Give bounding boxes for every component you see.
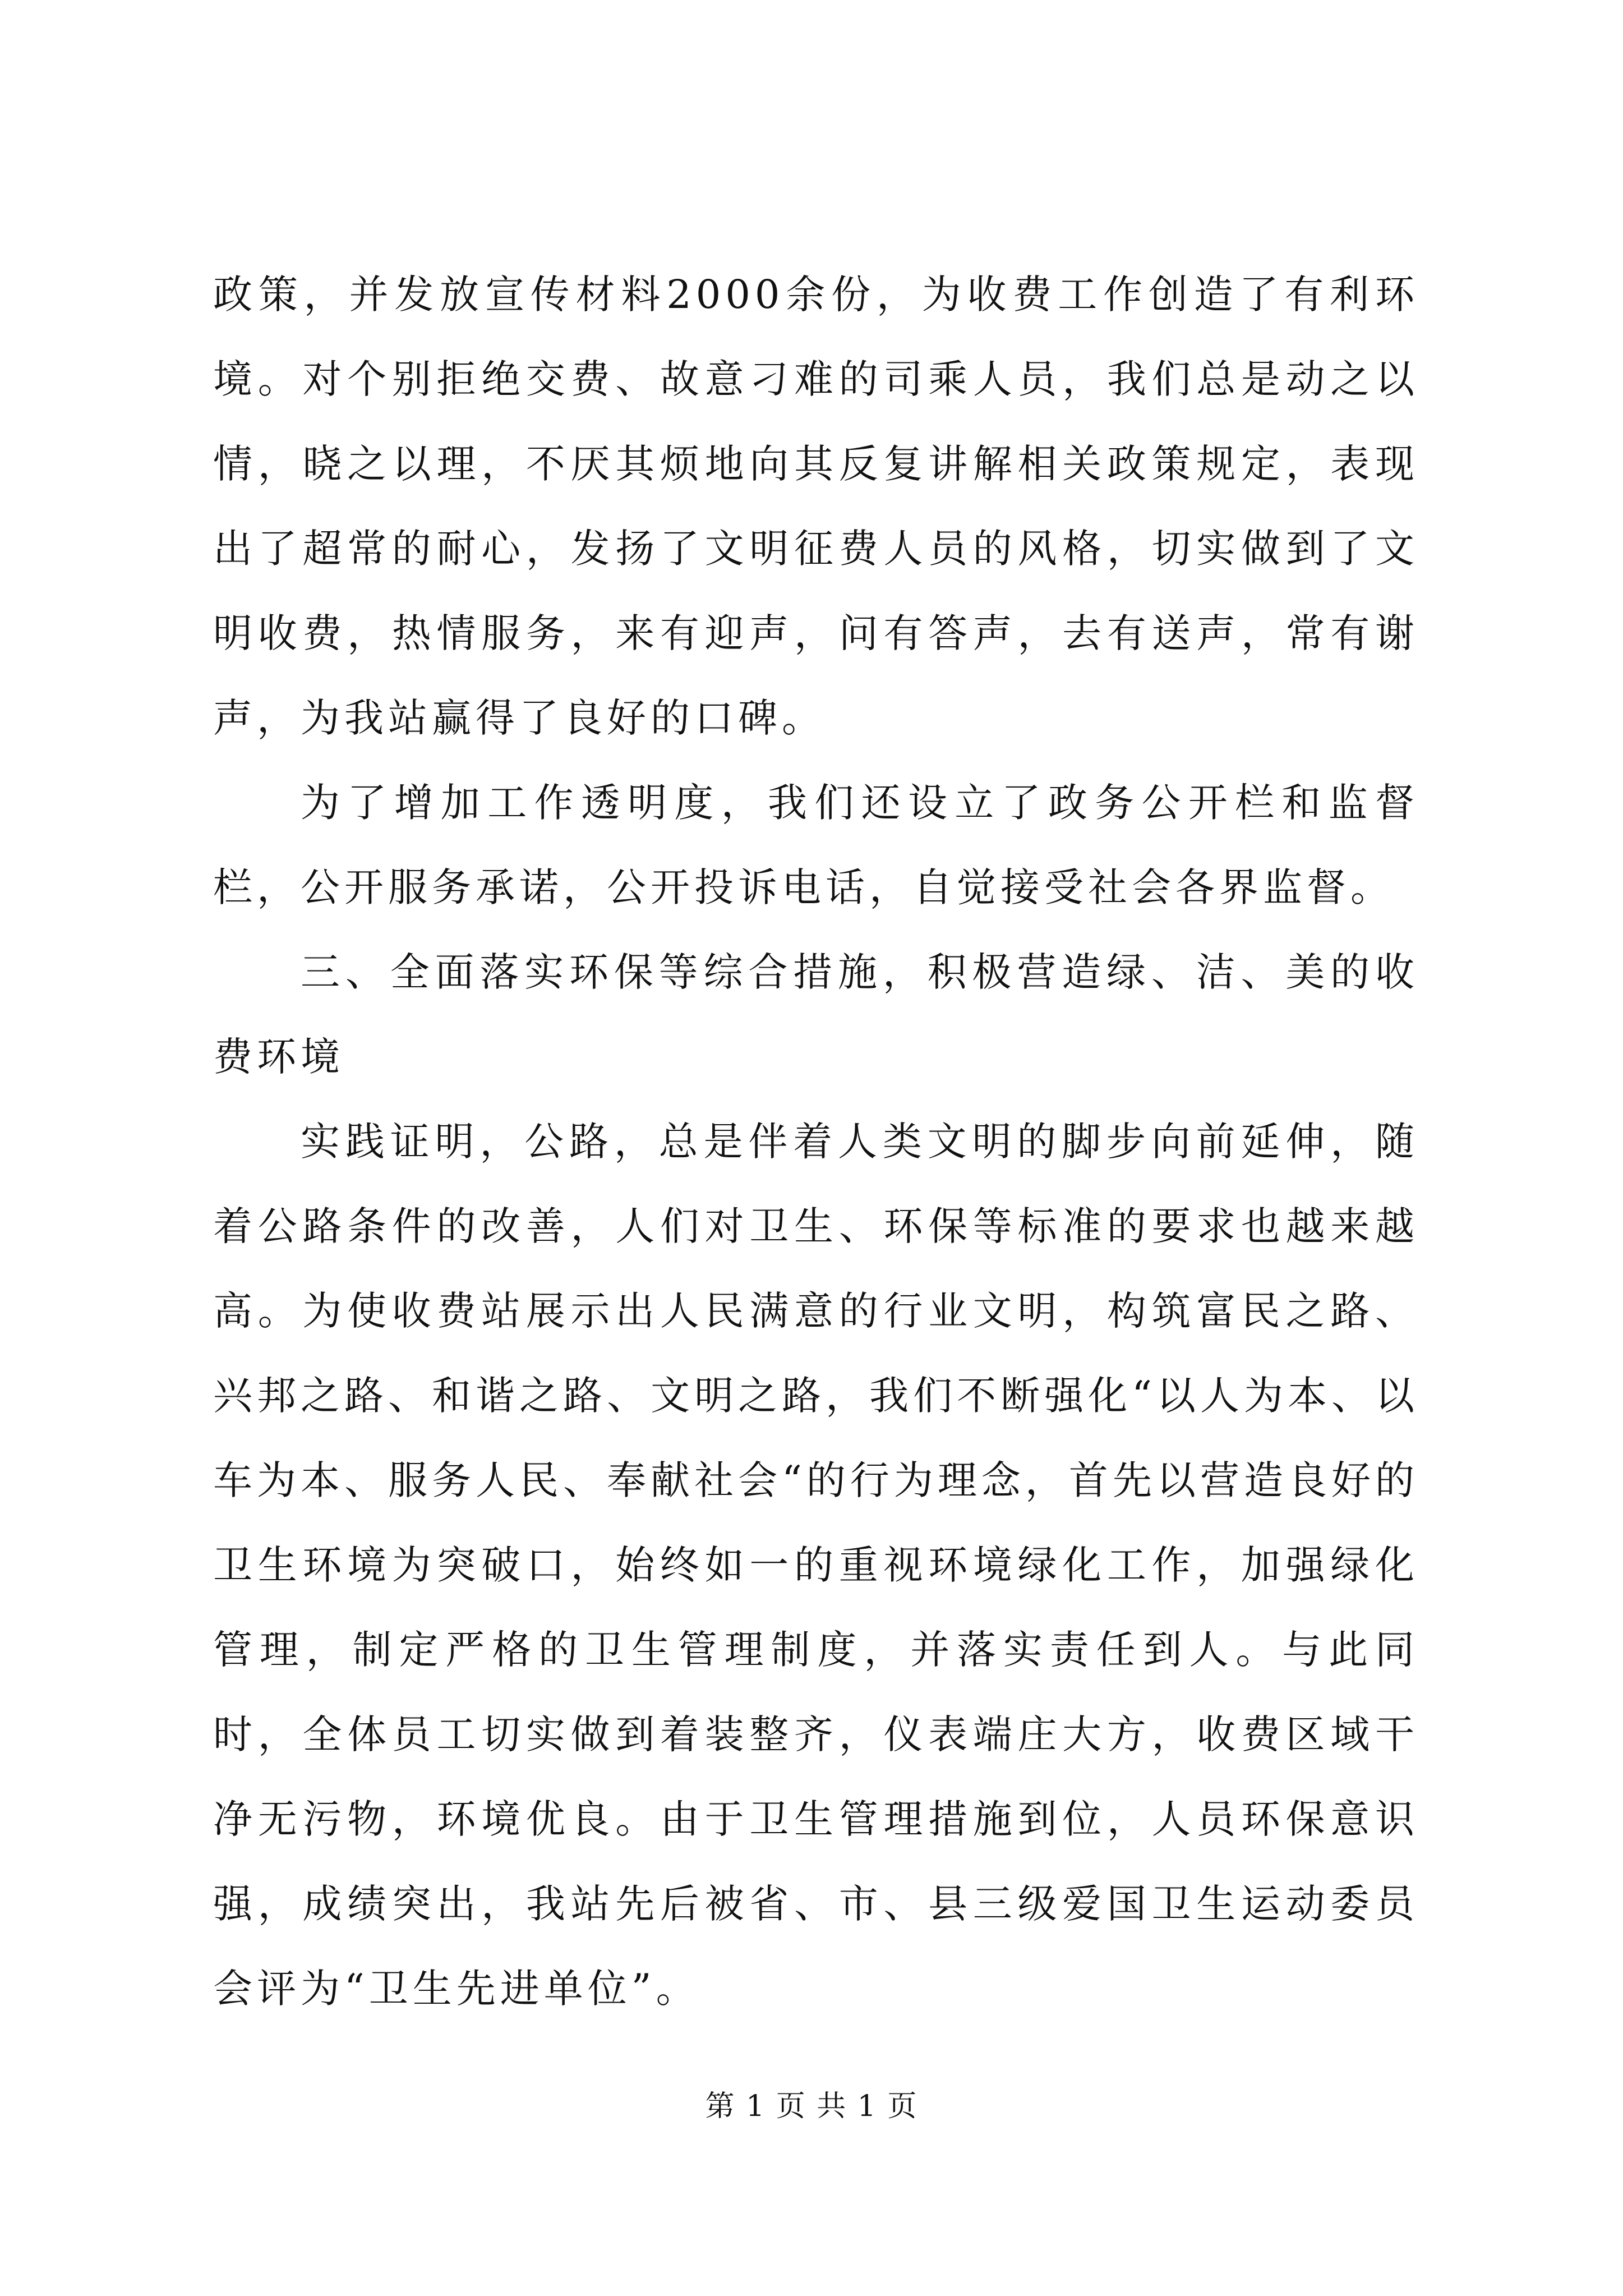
document-body (213, 252, 1419, 2031)
section-heading-3: 三、全面落实环保等综合措施，积极营造绿、洁、美的收费环境 (213, 949, 1419, 1080)
page-number-label: 第 1 页 共 1 页 (705, 2090, 918, 2123)
body-paragraph-2: 为了增加工作透明度，我们还设立了政务公开栏和监督栏，公开服务承诺，公开投诉电话，自觉接受社会各界监督。 (213, 780, 1419, 910)
page-footer (0, 2087, 1623, 2126)
body-paragraph-4: 实践证明，公路，总是伴着人类文明的脚步向前延伸，随着公路条件的改善，人们对卫生、环保等标准的要求也越来越高。为使收费站展示出人民满意的行业文明，构筑富民之路、兴邦之路、和谐之路、文明之路，我们不断强化“以人为本、以车为本、服务人民、奉献社会“的行为理念，首先以营造良好的卫生环境为突破口，始终如一的重视环境绿化工作，加强绿化管理，制定严格的卫生管理制度，并落实责任到人。与此同时，全体员工切实做到着装整齐，仪表端庄大方，收费区域干净无污物，环境优良。由于卫生管理措施到位，人员环保意识强，成绩突出，我站先后被省、市、县三级爱国卫生运动委员会评为“卫生先进单位”。 (213, 1119, 1419, 2012)
body-paragraph-1: 政策，并发放宣传材料2000余份，为收费工作创造了有利环境。对个别拒绝交费、故意刁难的司乘人员，我们总是动之以情，晓之以理，不厌其烦地向其反复讲解相关政策规定，表现出了超常的耐心，发扬了文明征费人员的风格，切实做到了文明收费，热情服务，来有迎声，问有答声，去有送声，常有谢声，为我站赢得了良好的口碑。 (213, 272, 1419, 741)
